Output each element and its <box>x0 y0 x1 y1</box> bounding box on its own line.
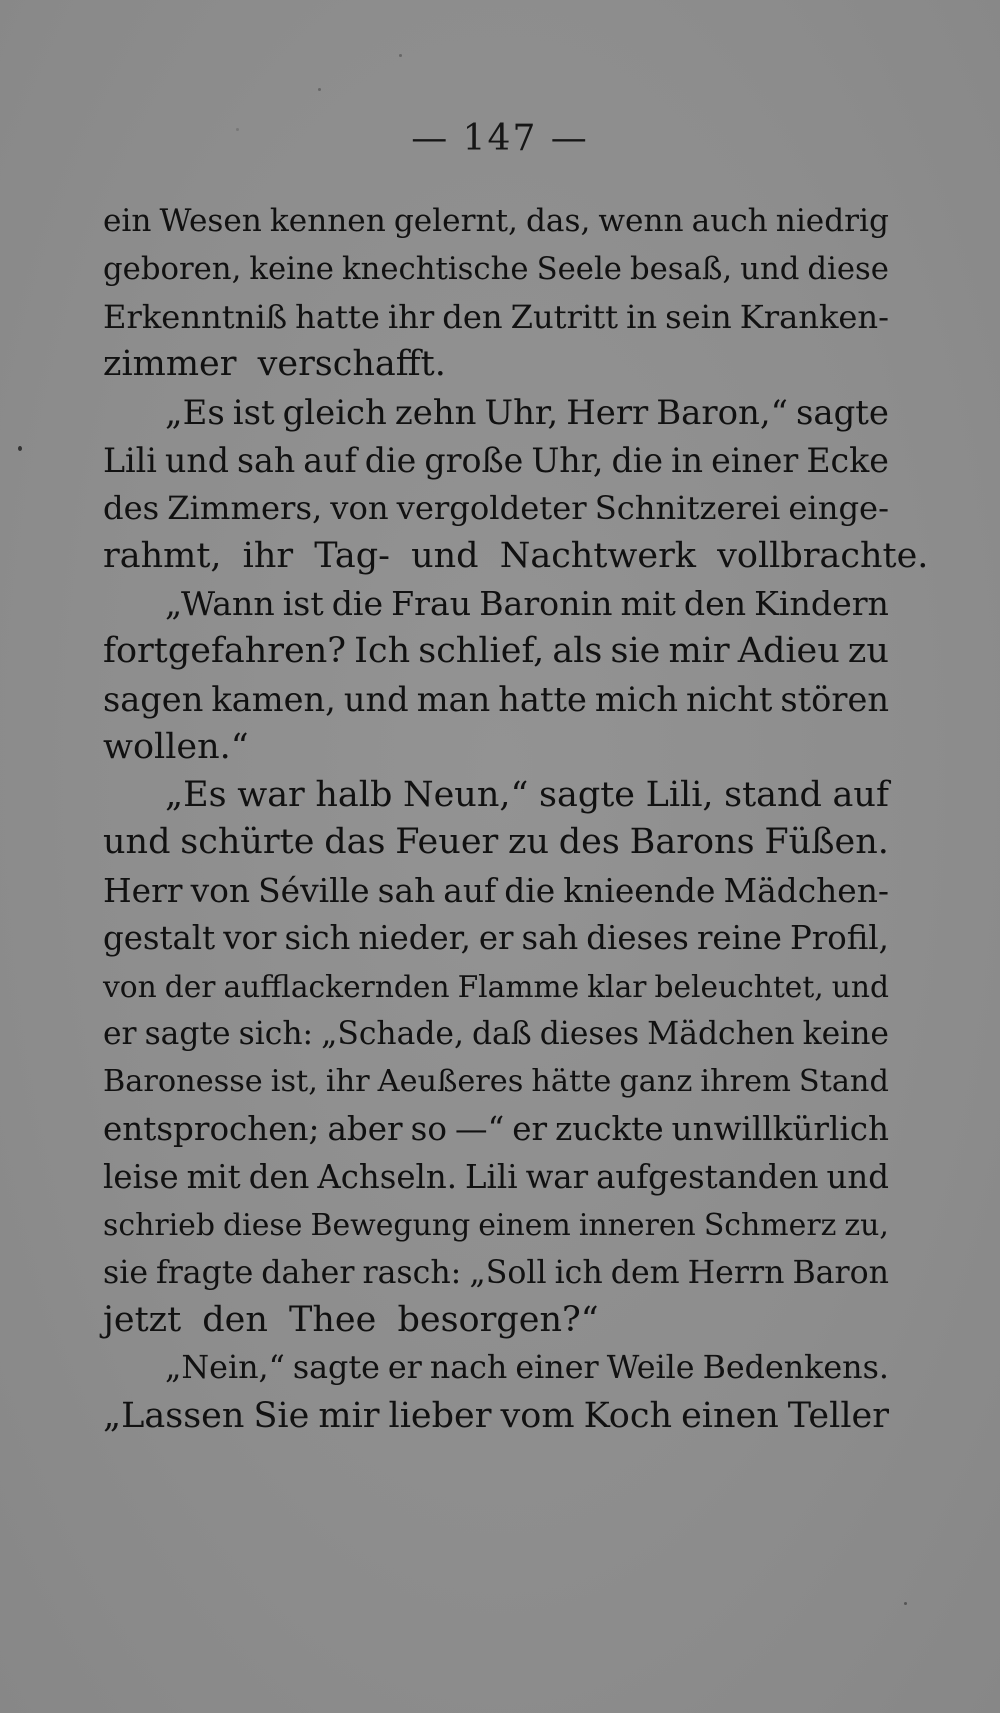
word: kamen, <box>211 679 336 719</box>
word: nieder, <box>358 918 471 957</box>
word: Ecke <box>806 440 889 480</box>
word: Seele <box>536 250 622 287</box>
ink-speck <box>399 54 402 57</box>
word: hatte <box>498 679 587 719</box>
word: nicht <box>686 679 773 719</box>
word: einer <box>515 1350 599 1387</box>
word: vor <box>223 918 277 957</box>
text-line <box>103 389 889 437</box>
word: so <box>410 1110 447 1149</box>
text-line <box>103 628 889 676</box>
word: Schnitzerei <box>594 488 781 527</box>
word: Neun,“ <box>402 774 529 815</box>
word: auf <box>443 871 497 911</box>
word: Mädchen- <box>723 871 889 911</box>
word: und <box>831 968 889 1004</box>
word: gestalt <box>103 918 216 957</box>
word: er <box>387 1350 422 1387</box>
word: sagte <box>539 774 636 815</box>
word: in <box>671 440 704 480</box>
word: vergoldeter <box>396 488 587 527</box>
word: Koch <box>583 1395 673 1436</box>
word: das, <box>525 203 591 239</box>
word: lieber <box>388 1395 492 1436</box>
text-line <box>103 437 889 485</box>
word: die <box>331 584 384 624</box>
word: als <box>552 631 603 672</box>
word: aber <box>327 1110 403 1149</box>
word: man <box>416 679 491 719</box>
word: reine <box>696 918 782 957</box>
word: Herrn <box>687 1254 785 1291</box>
text-line <box>103 1011 889 1059</box>
word: Kranken- <box>739 297 889 336</box>
word: Flamme <box>457 968 580 1004</box>
word: Mädchen <box>647 1015 795 1052</box>
word: Sie <box>253 1395 310 1436</box>
text-line <box>103 246 889 294</box>
word: ich <box>554 1254 603 1291</box>
word: zu <box>508 822 550 863</box>
word: unwillkürlich <box>671 1110 889 1149</box>
word: stand <box>724 774 822 815</box>
word: schlief, <box>418 631 545 672</box>
ink-speck <box>18 446 22 451</box>
ink-speck <box>236 128 239 131</box>
word: sah <box>237 440 296 480</box>
page-number: — 147 — <box>411 118 589 159</box>
word: „Es <box>165 774 227 815</box>
word: hätte <box>531 1064 612 1100</box>
word: einge- <box>788 488 889 527</box>
text-line <box>103 915 889 963</box>
word: Uhr, <box>484 393 559 433</box>
text-line: wollen.“ <box>103 726 249 767</box>
word: Baronin <box>479 584 613 624</box>
text-line <box>103 580 889 628</box>
text-line: rahmt, ihr Tag- und Nachtwerk vollbrachte. <box>103 535 929 576</box>
word: sah <box>521 918 579 957</box>
word: und <box>103 822 171 863</box>
word: hatte <box>295 297 380 336</box>
word: und <box>343 679 409 719</box>
word: Frau <box>391 584 472 624</box>
word: Weile <box>606 1350 695 1387</box>
word: von <box>103 968 157 1004</box>
word: nach <box>429 1350 508 1387</box>
word: ist <box>282 584 324 624</box>
text-line <box>103 1250 889 1298</box>
word: ist, <box>270 1064 318 1100</box>
word: zu <box>847 631 889 672</box>
word: „Nein,“ <box>165 1350 285 1387</box>
word: den <box>683 584 747 624</box>
word: von <box>190 871 251 911</box>
text-line <box>103 867 889 915</box>
text-line <box>103 1058 889 1106</box>
word: ihr <box>325 1064 370 1100</box>
word: große <box>424 440 524 480</box>
word: besaß, <box>629 250 733 287</box>
body-text <box>103 198 929 1441</box>
word: Achseln. <box>317 1157 457 1196</box>
word: Zutritt <box>510 297 619 336</box>
word: gelernt, <box>393 203 518 239</box>
word: Uhr, <box>531 440 604 480</box>
word: ihrem <box>700 1064 791 1100</box>
word: Bedenkens. <box>702 1350 889 1387</box>
word: „Es <box>165 393 225 433</box>
word: sagen <box>103 679 204 719</box>
word: Kindern <box>754 584 889 624</box>
word: entsprochen; <box>103 1110 320 1149</box>
word: knieende <box>563 871 716 911</box>
word: aufflackernden <box>223 968 450 1004</box>
word: sie <box>103 1254 149 1291</box>
word: kennen <box>269 203 386 239</box>
word: keine <box>249 250 334 287</box>
text-line <box>103 485 889 533</box>
word: aufgestanden <box>596 1157 819 1196</box>
word: keine <box>802 1015 889 1052</box>
word: und <box>740 250 800 287</box>
word: wenn <box>598 203 684 239</box>
word: und <box>164 440 229 480</box>
word: dem <box>610 1254 680 1291</box>
text-line <box>103 963 889 1011</box>
word: sagte <box>292 1350 380 1387</box>
word: mit <box>186 1157 241 1196</box>
word: einer <box>711 440 799 480</box>
word: Profil, <box>789 918 889 957</box>
word: sah <box>377 871 436 911</box>
word: Herr <box>103 871 183 911</box>
text-line <box>103 676 889 724</box>
text-line <box>103 772 889 820</box>
word: geboren, <box>103 250 242 287</box>
word: knechtische <box>341 250 529 287</box>
word: Barons <box>629 822 755 863</box>
word: Erkenntniß <box>103 297 288 336</box>
word: sich: <box>238 1015 314 1052</box>
word: mich <box>594 679 678 719</box>
word: einen <box>681 1395 779 1436</box>
text-line <box>103 819 889 867</box>
word: „Schade, <box>321 1015 464 1052</box>
word: schürte <box>180 822 315 863</box>
ink-speck <box>318 88 321 91</box>
word: zehn <box>394 393 477 433</box>
word: stören <box>780 679 889 719</box>
word: Füßen. <box>764 822 889 863</box>
text-line: zimmer verschafft. <box>103 344 446 385</box>
text-line <box>103 1154 889 1202</box>
text-line <box>103 1345 889 1393</box>
word: Séville <box>258 871 370 911</box>
word: „Lassen <box>103 1395 245 1436</box>
word: schrieb <box>103 1207 216 1243</box>
word: in <box>626 297 658 336</box>
word: den <box>248 1157 310 1196</box>
text-line <box>103 1202 889 1250</box>
word: Lili <box>465 1157 518 1196</box>
word: sie <box>610 631 661 672</box>
word: vom <box>500 1395 575 1436</box>
word: auch <box>691 203 768 239</box>
word: halb <box>315 774 393 815</box>
word: inneren <box>578 1207 696 1243</box>
word: beleuchtet, <box>654 968 824 1004</box>
word: Bewegung <box>310 1207 471 1243</box>
word: auf <box>832 774 889 815</box>
word: Teller <box>787 1395 889 1436</box>
word: die <box>364 440 417 480</box>
word: daß <box>471 1015 532 1052</box>
text-line <box>103 1393 889 1441</box>
word: sein <box>665 297 732 336</box>
word: er <box>103 1015 137 1052</box>
word: diese <box>223 1207 303 1243</box>
word: Baronesse <box>103 1064 263 1100</box>
word: war <box>525 1157 589 1196</box>
word: leise <box>103 1157 179 1196</box>
word: Stand <box>798 1064 889 1100</box>
ink-speck <box>904 1602 907 1605</box>
word: ihr <box>387 297 435 336</box>
word: klar <box>587 968 647 1004</box>
word: mit <box>620 584 676 624</box>
text-line: jetzt den Thee besorgen?“ <box>103 1300 599 1341</box>
word: Feuer <box>395 822 499 863</box>
word: des <box>558 822 620 863</box>
word: sich <box>284 918 351 957</box>
text-line <box>103 294 889 342</box>
word: dieses <box>586 918 689 957</box>
word: „Wann <box>165 584 275 624</box>
word: Schmerz <box>703 1207 837 1243</box>
word: mir <box>668 631 730 672</box>
word: Lili, <box>645 774 714 815</box>
word: des <box>103 488 160 527</box>
word: ganz <box>619 1064 693 1100</box>
word: zu, <box>844 1207 889 1243</box>
word: „Soll <box>469 1254 547 1291</box>
word: er <box>512 1110 548 1149</box>
word: fortgefahren? <box>103 631 347 672</box>
word: von <box>330 488 389 527</box>
word: —“ <box>455 1110 505 1149</box>
word: mir <box>318 1395 380 1436</box>
word: und <box>826 1157 889 1196</box>
word: sagte <box>144 1015 231 1052</box>
word: den <box>442 297 503 336</box>
word: ist <box>232 393 275 433</box>
word: Herr <box>566 393 649 433</box>
word: dieses <box>539 1015 640 1052</box>
word: fragte <box>156 1254 254 1291</box>
word: Adieu <box>737 631 840 672</box>
word: Baron,“ <box>656 393 788 433</box>
word: die <box>611 440 664 480</box>
text-line <box>103 198 889 246</box>
word: war <box>237 774 305 815</box>
word: gleich <box>282 393 387 433</box>
word: auf <box>303 440 357 480</box>
word: rasch: <box>362 1254 462 1291</box>
word: niedrig <box>775 203 889 239</box>
word: zuckte <box>555 1110 664 1149</box>
word: ein <box>103 203 152 239</box>
word: sagte <box>795 393 889 433</box>
word: die <box>504 871 556 911</box>
text-line <box>103 1106 889 1154</box>
word: daher <box>261 1254 355 1291</box>
word: der <box>164 968 216 1004</box>
word: einem <box>478 1207 571 1243</box>
word: Ich <box>354 631 411 672</box>
word: diese <box>807 250 889 287</box>
word: Baron <box>792 1254 889 1291</box>
word: Wesen <box>159 203 262 239</box>
word: Aeußeres <box>377 1064 524 1100</box>
word: Zimmers, <box>167 488 323 527</box>
word: Lili <box>103 440 157 480</box>
word: er <box>478 918 514 957</box>
word: das <box>324 822 386 863</box>
